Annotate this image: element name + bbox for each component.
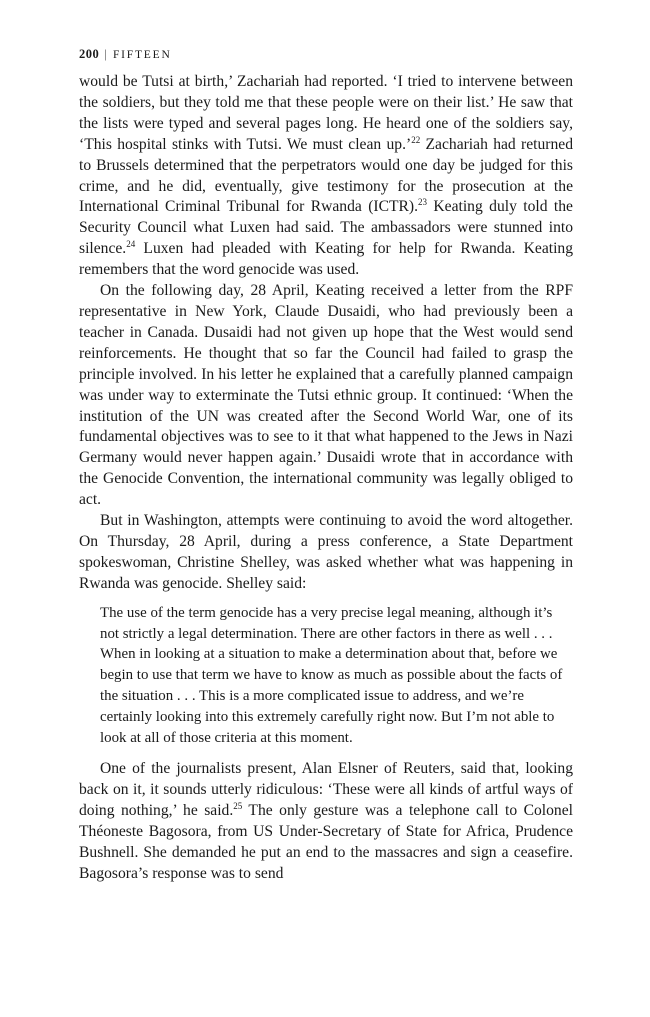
paragraph-text: Luxen had pleaded with Keating for help for Rwanda. Keating remembers that the word genocide was used. <box>79 240 573 279</box>
running-head <box>79 45 573 63</box>
block-quote: The use of the term genocide has a very precise legal meaning, although it’s not strictly a legal determination. There are other factors in there as well . . . When in looking at a situation to make a determination about that, before we begin to use that term we have to know as much as possible about the facts of the situation . . . This is a more complicated issue to address, and we’re certainly looking into this extremely carefully right now. But I’m not able to look at all of those criteria at this moment. <box>100 604 563 747</box>
body-text <box>79 72 573 884</box>
chapter-title: FIFTEEN <box>112 49 172 61</box>
paragraph-text: Zachariah had returned to Brussels determined that the perpetrators would one day be judged for this crime, and he did, eventually, give testimony for the prosecution at the International Criminal Tribunal for Rwanda (ICTR). <box>79 135 573 216</box>
paragraph-text: Keating duly told the Security Council what Luxen had said. The ambassadors were stunned into silence. <box>79 198 573 258</box>
footnote-ref-25: 25 <box>233 800 243 811</box>
page-number: 200 <box>79 47 100 61</box>
paragraph-text: One of the journalists present, Alan Elsner of Reuters, said that, looking back on it, it sounds utterly ridiculous: ‘These were all kinds of artful ways of doing nothing,’ he said. <box>79 760 573 819</box>
footnote-ref-24: 24 <box>126 239 136 250</box>
footnote-ref-22: 22 <box>411 134 421 145</box>
footnote-ref-23: 23 <box>418 197 428 208</box>
running-head-separator: | <box>104 47 108 61</box>
paragraph-2: On the following day, 28 April, Keating received a letter from the RPF representative in New York, Claude Dusaidi, who had previously been a teacher in Canada. Dusaidi had not given up hope that the West would send reinforcements. He thought that so far the Council had failed to grasp the principle involved. In his letter he explained that a carefully planned campaign was under way to exterminate the Tutsi ethnic group. It continued: ‘When the institution of the UN was created after the Second World War, one of its fundamental objectives was to see to it that what happened to the Jews in Nazi Germany would never happen again.’ Dusaidi wrote that in accordance with the Genocide Convention, the international community was legally obliged to act. <box>79 282 573 509</box>
paragraph-3: But in Washington, attempts were continuing to avoid the word altogether. On Thursday, 28 April, during a press conference, a State Department spokeswoman, Christine Shelley, was asked whether what was happening in Rwanda was genocide. Shelley said: <box>79 512 573 592</box>
paragraph-text: The only gesture was a telephone call to Colonel Théoneste Bagosora, from US Under-Secretary of State for Africa, Prudence Bushnell. She demanded he put an end to the massacres and sign a ceasefire. Bagosora’s response was to send <box>79 801 573 882</box>
paragraph-1 <box>79 72 573 281</box>
paragraph-4 <box>79 759 573 884</box>
paragraph-text: would be Tutsi at birth,’ Zachariah had reported. ‘I tried to intervene between the soldiers, but they told me that these people were on their list.’ He saw that the lists were typed and several pages long. He heard one of the soldiers say, ‘This hospital stinks with Tutsi. We must clean up.’ <box>79 73 573 153</box>
